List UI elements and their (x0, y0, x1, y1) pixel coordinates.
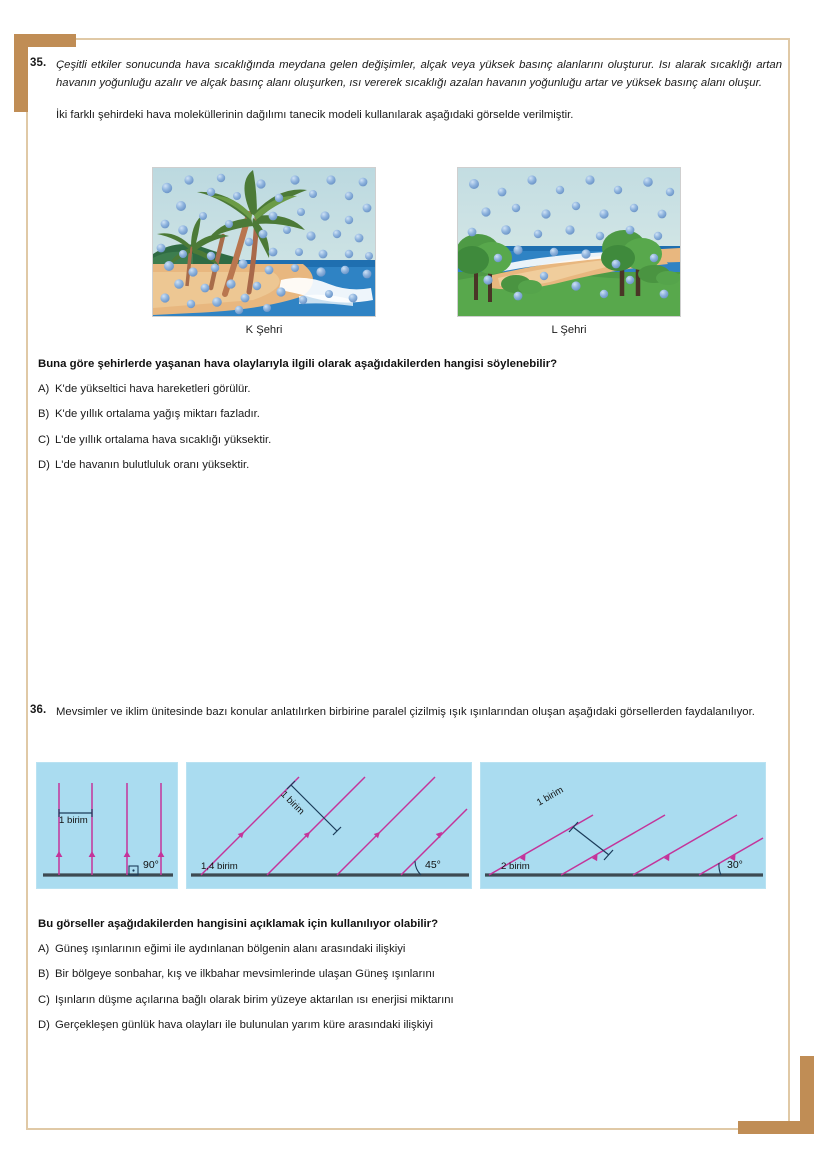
question-36 (30, 703, 782, 721)
question-36-stem: Mevsimler ve iklim ünitesinde bazı konular anlatılırken birbirine paralel çizilmiş ışık ışınlarından oluşan aşağıdaki görsellerden faydalanılıyor. (56, 706, 755, 718)
option-35-a-letter: A) (38, 383, 50, 395)
option-35-a[interactable] (38, 381, 782, 398)
option-36-b[interactable] (38, 966, 782, 983)
question-35-body (56, 56, 782, 124)
question-35-stem: Çeşitli etkiler sonucunda hava sıcaklığında meydana gelen değişimler, alçak veya yüksek basınç alanlarını oluşturur. Isı alarak sıcaklığı artan havanın yoğunluğu azalır ve alçak basınç alanı oluşurken, ısı vererek sıcaklığı azalan havanın yoğunluğu artar ve yüksek basınç alanı oluşur. (56, 59, 782, 90)
question-36-options (38, 941, 782, 1034)
option-35-d-letter: D) (38, 459, 50, 472)
scene-l-sehri-image (457, 167, 681, 317)
option-36-d[interactable] (38, 1017, 782, 1034)
option-36-c-text: Işınların düşme açılarına bağlı olarak birim yüzeye aktarılan ısı enerjisi miktarını (55, 993, 454, 1006)
diagram-3-angle-label: 30° (727, 859, 743, 871)
option-35-d[interactable] (38, 457, 782, 474)
question-35-options (38, 381, 782, 474)
question-35-prompt: Buna göre şehirlerde yaşanan hava olaylarıyla ilgili olarak aşağıdakilerden hangisi söylenebilir? (38, 358, 558, 370)
diagram-3-ground-label: 2 birim (501, 861, 530, 872)
diagram-2-width-label: 1 birim (278, 789, 307, 818)
question-35-header (30, 56, 782, 124)
scene-k-sehri-image (152, 167, 376, 317)
option-36-c-letter: C) (38, 993, 50, 1006)
option-35-b-letter: B) (38, 408, 50, 421)
option-36-d-letter: D) (38, 1019, 50, 1032)
corner-accent-top-left-arm (14, 34, 76, 47)
diagram-2-ground-label: 1,4 birim (201, 861, 238, 872)
frame-left-line (26, 38, 28, 1130)
figure-k-sehri (152, 167, 376, 336)
diagram-3-width-label: 1 birim (535, 784, 566, 809)
question-35-subtext: İki farklı şehirdeki hava moleküllerinin dağılımı tanecik modeli kullanılarak aşağıdaki görselde verilmiştir. (56, 108, 574, 121)
question-36-answer-block (30, 918, 782, 1043)
frame-right-line (788, 38, 790, 1130)
option-36-a-letter: A) (38, 943, 50, 955)
question-36-header (30, 703, 782, 721)
corner-accent-bottom-right-arm (738, 1121, 814, 1134)
option-36-a-text: Güneş ışınlarının eğimi ile aydınlanan bölgenin alanı arasındaki ilişkiyi (55, 943, 406, 955)
frame-top-line (26, 38, 790, 40)
diagram-30-degree-rays (480, 762, 766, 889)
frame-bottom-line (26, 1128, 790, 1130)
option-36-d-text: Gerçekleşen günlük hava olayları ile bulunulan yarım küre arasındaki ilişkiyi (55, 1019, 434, 1032)
question-36-body (56, 703, 782, 721)
figure-l-caption: L Şehri (551, 324, 587, 336)
diagram-perpendicular-rays (36, 762, 178, 889)
option-36-b-letter: B) (38, 968, 50, 981)
option-36-a[interactable] (38, 941, 782, 958)
option-35-c-letter: C) (38, 433, 50, 446)
diagram-2-angle-label: 45° (425, 859, 441, 871)
option-36-b-text: Bir bölgeye sonbahar, kış ve ilkbahar mevsimlerinde ulaşan Güneş ışınlarını (55, 968, 435, 981)
option-35-d-text: L'de havanın bulutluluk oranı yüksektir. (55, 459, 250, 472)
option-35-b[interactable] (38, 406, 782, 423)
question-35 (30, 56, 782, 124)
question-36-prompt: Bu görseller aşağıdakilerden hangisini açıklamak için kullanılıyor olabilir? (38, 918, 439, 930)
option-35-c[interactable] (38, 432, 782, 449)
option-35-a-text: K'de yükseltici hava hareketleri görülür. (55, 383, 251, 395)
question-35-number: 35. (30, 57, 47, 69)
option-35-c-text: L'de yıllık ortalama hava sıcaklığı yüksektir. (55, 433, 272, 446)
question-35-answer-block (30, 358, 782, 483)
question-36-number: 36. (30, 704, 47, 716)
diagram-45-degree-rays (186, 762, 472, 889)
option-36-c[interactable] (38, 992, 782, 1009)
diagram-1-angle-label: 90° (143, 859, 159, 871)
figure-k-caption: K Şehri (245, 324, 283, 336)
diagram-1-width-label: 1 birim (59, 815, 88, 826)
option-35-b-text: K'de yıllık ortalama yağış miktarı fazladır. (55, 408, 260, 421)
figure-l-sehri (457, 167, 681, 336)
